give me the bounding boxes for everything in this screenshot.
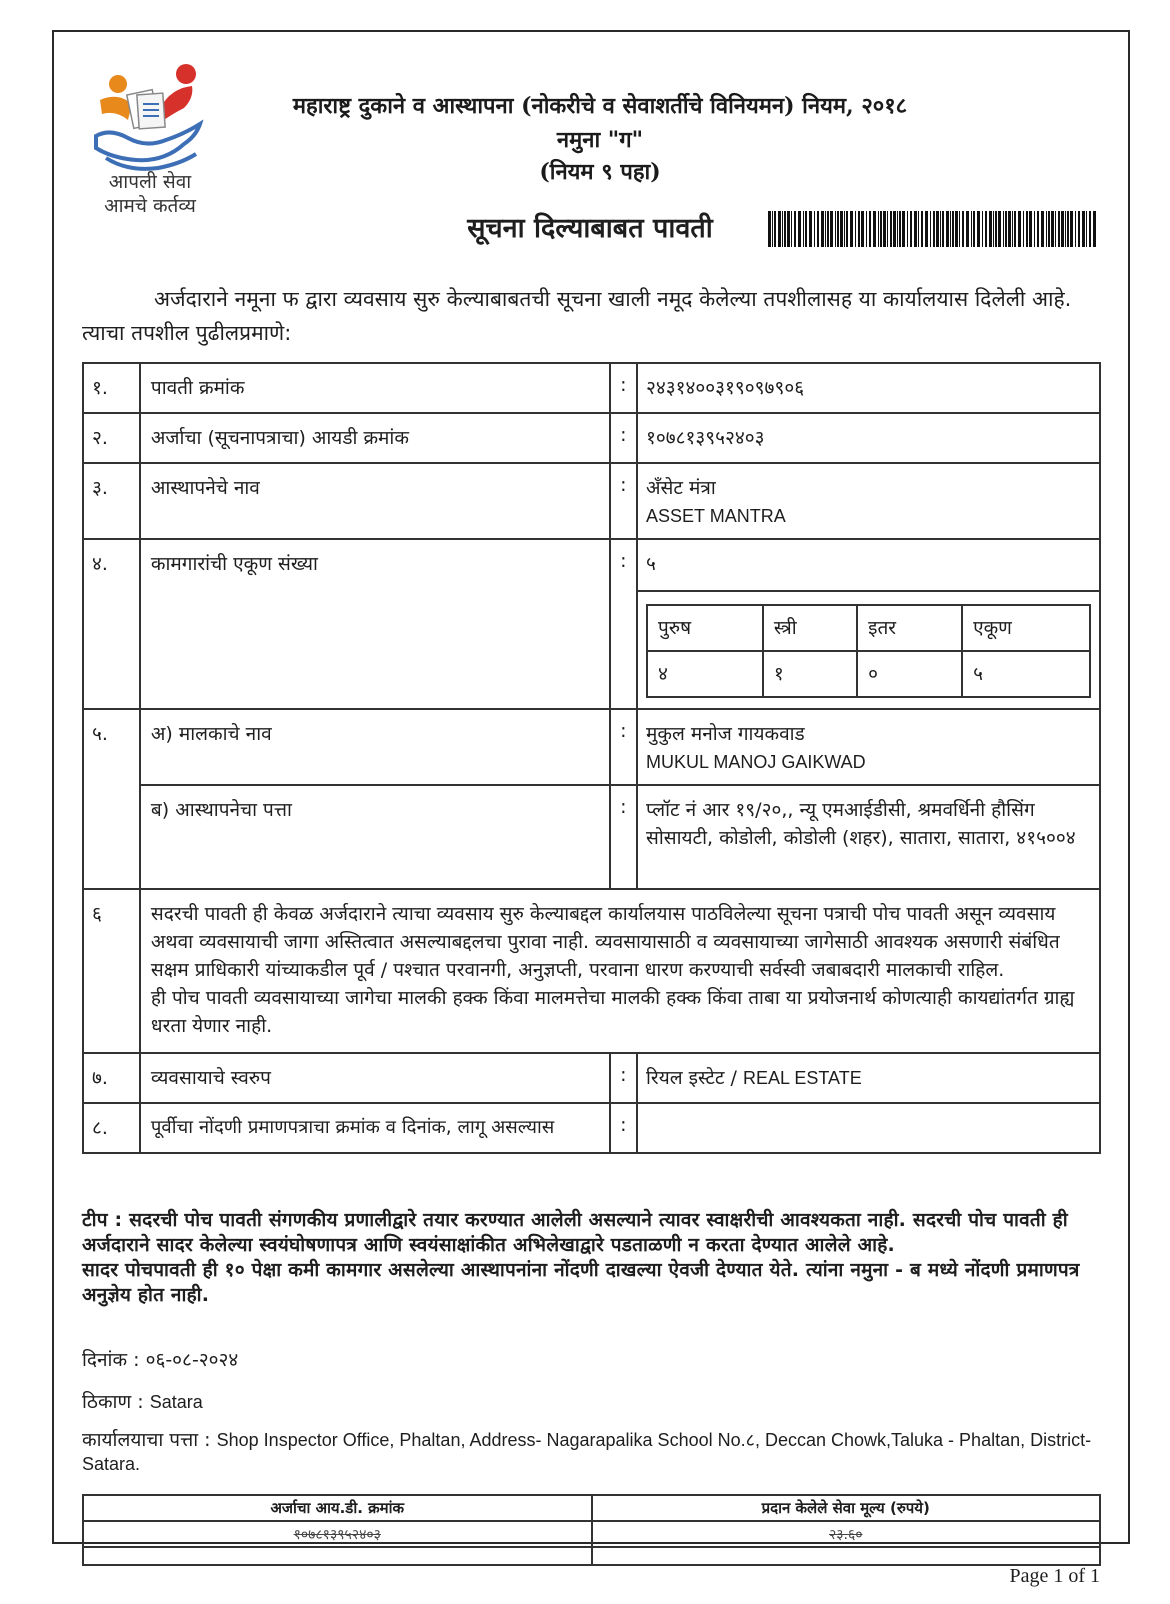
barcode-bar (1023, 211, 1024, 247)
barcode-bar (855, 211, 856, 247)
barcode-bar (993, 211, 994, 247)
row-colon: : (610, 709, 637, 785)
row-number: ३. (83, 463, 140, 539)
barcode-bar (772, 211, 773, 247)
barcode-bar (977, 211, 980, 247)
worker-value-male: ४ (647, 651, 763, 697)
owner-name-en: MUKUL MANOJ GAIKWAD (646, 752, 866, 772)
barcode-bar (955, 211, 958, 247)
row-label: पावती क्रमांक (140, 363, 610, 413)
fee-empty-cell (592, 1547, 1101, 1565)
business-nature-mr: रियल इस्टेट / (646, 1067, 743, 1089)
barcode-bar (782, 211, 783, 247)
worker-header-female: स्त्री (763, 605, 857, 651)
barcode-bar (809, 211, 812, 247)
barcode-bar (946, 211, 949, 247)
date-line (82, 1346, 238, 1372)
establishment-name-en: ASSET MANTRA (646, 506, 786, 526)
row-colon: : (610, 413, 637, 463)
barcode-bar (787, 211, 790, 247)
logo-tagline-1: आपली सेवा (108, 171, 192, 193)
table-row (83, 413, 1100, 463)
previous-registration (637, 1103, 1100, 1153)
barcode-bar (893, 211, 896, 247)
table-row (83, 709, 1100, 785)
barcode-bar (803, 211, 804, 247)
row-number: ५. (83, 709, 140, 889)
barcode-bar (1078, 211, 1080, 247)
barcode-bar (985, 211, 987, 247)
barcode-bar (1012, 211, 1013, 247)
barcode-bar (869, 211, 871, 247)
barcode (768, 211, 1098, 247)
worker-header-other: इतर (857, 605, 962, 651)
barcode-bar (910, 211, 912, 247)
barcode-bar (914, 211, 917, 247)
logo-emblem-icon (88, 62, 212, 180)
barcode-bar (798, 211, 801, 247)
table-row (83, 1053, 1100, 1103)
barcode-bar (890, 211, 892, 247)
owner-name-mr: मुकुल मनोज गायकवाड (646, 723, 805, 745)
form-rule-ref: (नियम ९ पहा) (539, 159, 661, 185)
row-number: ४. (83, 539, 140, 709)
row-number: २. (83, 413, 140, 463)
barcode-bar (794, 211, 796, 247)
barcode-bar (835, 211, 836, 247)
fee-header-service-charge: प्रदान केलेले सेवा मूल्य (रुपये) (592, 1495, 1101, 1521)
disclaimer-cell (140, 889, 1100, 1053)
table-row (83, 463, 1100, 539)
barcode-bar (878, 211, 879, 247)
barcode-bar (1058, 211, 1060, 247)
barcode-bar (774, 211, 776, 247)
barcode-bar (840, 211, 843, 247)
barcode-bar (998, 211, 1001, 247)
receipt-number: २४३१४००३१९०९७९०६ (637, 363, 1100, 413)
barcode-bar (768, 211, 771, 247)
barcode-bar (1051, 211, 1054, 247)
row-label: व्यवसायाचे स्वरुप (140, 1053, 610, 1103)
disclaimer-paragraph-2: ही पोच पावती व्यवसायाच्या जागेचा मालकी हक्क किंवा मालमत्तेचा मालकी हक्क किंवा ताबा या प्रयोजनार्थ कोणत्याही कायद्यांतर्गत ग्राह्य धरता येणार नाही. (150, 987, 1075, 1037)
barcode-bar (817, 211, 819, 247)
barcode-bar (918, 211, 919, 247)
establishment-name-mr: अँसेट मंत्रा (646, 477, 716, 499)
date-value: ०६-०८-२०२४ (145, 1349, 239, 1371)
barcode-bar (805, 211, 807, 247)
barcode-bar (821, 211, 824, 247)
logo-tagline-2: आमचे कर्तव्य (104, 195, 196, 217)
barcode-bar (844, 211, 845, 247)
row-label: पूर्वीचा नोंदणी प्रमाणपत्राचा क्रमांक व दिनांक, लागू असल्यास (140, 1103, 610, 1153)
table-row (83, 889, 1100, 1053)
barcode-bar (952, 211, 954, 247)
row-label: अर्जाचा (सूचनापत्राचा) आयडी क्रमांक (140, 413, 610, 463)
barcode-bar (1075, 211, 1076, 247)
barcode-bar (966, 211, 969, 247)
barcode-bar (791, 211, 792, 247)
row-colon: : (610, 785, 637, 889)
row-colon: : (610, 1053, 637, 1103)
place-value: Satara (149, 1392, 203, 1412)
barcode-bar (1070, 211, 1073, 247)
barcode-bar (778, 211, 781, 247)
barcode-bar (825, 211, 826, 247)
barcode-bar (902, 211, 905, 247)
barcode-bar (784, 211, 786, 247)
barcode-bar (1089, 211, 1091, 247)
barcode-bar (1086, 211, 1087, 247)
establishment-address: प्लॉट नं आर १९/२०,, न्यू एमआईडीसी, श्रमवर्धिनी हौसिंग सोसायटी, कोडोली, कोडोली (शहर), सातारा, सातारा, ४१५००४ (637, 785, 1100, 889)
barcode-bar (880, 211, 882, 247)
fee-application-id: १०७८१३९५२४०३ (83, 1521, 592, 1547)
form-number: नमुना "ग" (556, 127, 644, 153)
establishment-name (637, 463, 1100, 539)
barcode-bar (995, 211, 997, 247)
barcode-bar (861, 211, 864, 247)
details-table (82, 362, 1101, 1154)
barcode-bar (1082, 211, 1085, 247)
worker-value-female: १ (763, 651, 857, 697)
barcode-bar (940, 211, 941, 247)
worker-value-other: ० (857, 651, 962, 697)
application-id: १०७८१३९५२४०३ (637, 413, 1100, 463)
worker-header-male: पुरुष (647, 605, 763, 651)
row-number: ७. (83, 1053, 140, 1103)
barcode-bar (887, 211, 888, 247)
worker-header-total: एकूण (962, 605, 1090, 651)
barcode-bar (814, 211, 815, 247)
barcode-bar (907, 211, 908, 247)
table-row (83, 363, 1100, 413)
business-nature-en: REAL ESTATE (743, 1068, 862, 1088)
page-number: Page 1 of 1 (1009, 1565, 1100, 1587)
note-text: टीप : सदरची पोच पावती संगणकीय प्रणालीद्वारे तयार करण्यात आलेली असल्याने त्यावर स्वाक्षरीची आवश्यकता नाही. सदरची पोच पावती ही अर्जदाराने सादर केलेल्या स्वयंघोषणापत्र आणि स्वयंसाक्षांकीत अभिलेखाद्वारे पडताळणी न करता देण्यात आलेले आहे. (82, 1209, 1068, 1256)
barcode-bar (827, 211, 829, 247)
barcode-bar (1034, 211, 1035, 247)
barcode-bar (1037, 211, 1039, 247)
barcode-bar (989, 211, 992, 247)
row-label: ब) आस्थापनेचा पत्ता (140, 785, 610, 889)
barcode-bar (1018, 211, 1021, 247)
row-label: अ) मालकाचे नाव (140, 709, 610, 785)
office-label: कार्यालयाचा पत्ता : (82, 1429, 217, 1451)
fee-header-application-id: अर्जाचा आय.डी. क्रमांक (83, 1495, 592, 1521)
row-colon: : (610, 539, 637, 709)
barcode-bar (959, 211, 960, 247)
barcode-bar (837, 211, 839, 247)
barcode-bar (942, 211, 944, 247)
fee-table (82, 1494, 1101, 1566)
row-label: कामगारांची एकूण संख्या (140, 539, 610, 709)
barcode-bar (897, 211, 898, 247)
receipt-title: सूचना दिल्याबाबत पावती (467, 213, 713, 244)
barcode-bar (1008, 211, 1011, 247)
aaple-sarkar-logo (88, 62, 212, 232)
row-colon: : (610, 1103, 637, 1153)
barcode-bar (933, 211, 935, 247)
barcode-bar (1093, 211, 1096, 247)
barcode-bar (930, 211, 931, 247)
row-label: आस्थापनेचे नाव (140, 463, 610, 539)
barcode-bar (873, 211, 876, 247)
worker-count-cell (637, 539, 1100, 709)
total-workers: ५ (638, 540, 1099, 592)
barcode-bar (1041, 211, 1044, 247)
table-row (83, 785, 1100, 889)
table-row (83, 539, 1100, 709)
barcode-bar (971, 211, 972, 247)
owner-name (637, 709, 1100, 785)
row-colon: : (610, 463, 637, 539)
barcode-bar (899, 211, 901, 247)
row-number: १. (83, 363, 140, 413)
barcode-bar (921, 211, 923, 247)
barcode-bar (883, 211, 886, 247)
fee-service-charge: २३.६० (592, 1521, 1101, 1547)
barcode-bar (925, 211, 928, 247)
place-line (82, 1388, 203, 1414)
disclaimer-paragraph-1: सदरची पावती ही केवळ अर्जदाराने त्याचा व्यवसाय सुरु केल्याबद्दल कार्यालयास पाठविलेल्या सूचना पत्राची पोच पावती असून व्यवसाय अथवा व्यवसायाची जागा अस्तित्वात असल्याबद्दलचा पुरावा नाही. व्यवसायासाठी व व्यवसायाच्या जागेसाठी आवश्यक असणारी संबंधित सक्षम प्राधिकारी यांच्याकडील पूर्व / पश्चात परवानगी, अनुज्ञप्ती, परवाना धारण करण्याची सर्वस्वी जबाबदारी मालकाची राहिल. (150, 903, 1060, 981)
intro-text: अर्जदाराने नमूना फ द्वारा व्यवसाय सुरु केल्याबाबतची सूचना खाली नमूद केलेल्या तपशीलासह या कार्यालयास दिलेली आहे. त्याचा तपशील पुढीलप्रमाणे: (82, 287, 1072, 345)
row-number: ६ (83, 889, 140, 1053)
table-row (83, 1103, 1100, 1153)
note-block (82, 1208, 1102, 1308)
worker-breakdown-table (646, 604, 1091, 698)
barcode-bar (850, 211, 853, 247)
form-heading: महाराष्ट्र दुकाने व आस्थापना (नोकरीचे व सेवाशर्तीचे विनियमन) नियम, २०१८ (292, 93, 908, 119)
barcode-bar (1005, 211, 1007, 247)
office-address: Shop Inspector Office, Phaltan, Address- Nagarapalika School No.८, Deccan Chowk,Taluka - Phaltan, District-Satara. (82, 1430, 1092, 1474)
barcode-bar (1014, 211, 1016, 247)
barcode-bar (1026, 211, 1028, 247)
barcode-bar (1055, 211, 1056, 247)
barcode-bar (846, 211, 848, 247)
barcode-bar (950, 211, 951, 247)
place-label: ठिकाण : (82, 1391, 150, 1413)
barcode-bar (982, 211, 983, 247)
barcode-bar (1003, 211, 1004, 247)
barcode-bar (1065, 211, 1066, 247)
barcode-bar (973, 211, 975, 247)
date-label: दिनांक : (82, 1349, 146, 1371)
fee-empty-cell (83, 1547, 592, 1565)
barcode-bar (936, 211, 939, 247)
barcode-bar (1067, 211, 1069, 247)
barcode-bar (1048, 211, 1050, 247)
barcode-bar (1061, 211, 1064, 247)
barcode-bar (1046, 211, 1047, 247)
row-number: ८. (83, 1103, 140, 1153)
barcode-bar (858, 211, 860, 247)
barcode-bar (1029, 211, 1032, 247)
row-colon: : (610, 363, 637, 413)
note-text-2: सादर पोचपावती ही १० पेक्षा कमी कामगार असलेल्या आस्थापनांना नोंदणी दाखल्या ऐवजी देण्यात येते. त्यांना नमुना - ब मध्ये नोंदणी प्रमाणपत्र अनुज्ञेय होत नाही. (82, 1259, 1080, 1306)
worker-value-total: ५ (962, 651, 1090, 697)
office-line (82, 1428, 1102, 1476)
barcode-bar (830, 211, 833, 247)
barcode-bar (866, 211, 867, 247)
barcode-bar (962, 211, 964, 247)
business-nature (637, 1053, 1100, 1103)
